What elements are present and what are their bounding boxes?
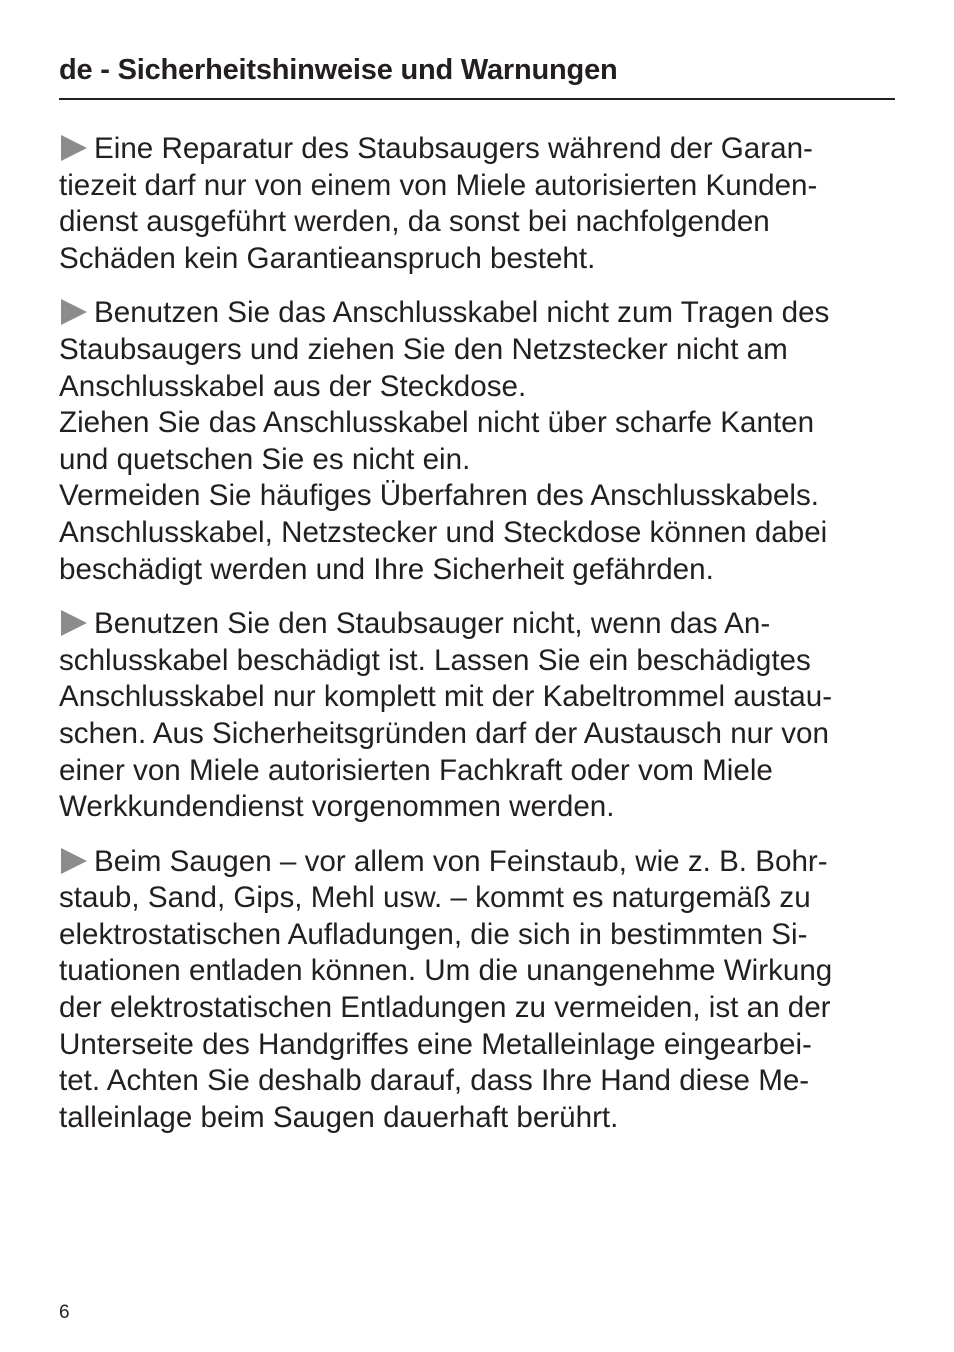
text-line: elektrostatischen Aufladungen, die sich in bestimmten Si- (59, 917, 808, 951)
text-line: Staubsaugers und ziehen Sie den Netzstecker nicht am (59, 332, 788, 366)
instruction-paragraph (59, 844, 899, 1137)
text-line: dienst ausgeführt werden, da sonst bei nachfolgenden (59, 205, 770, 239)
text-line: schlusskabel beschädigt ist. Lassen Sie ein beschädigtes (59, 643, 811, 677)
warning-arrow-icon (61, 610, 87, 636)
text-line: Anschlusskabel, Netzstecker und Steckdose können dabei (59, 515, 828, 549)
text-line: talleinlage beim Saugen dauerhaft berührt. (59, 1100, 619, 1134)
page-title: de - Sicherheitshinweise und Warnungen (59, 54, 618, 86)
text-line (59, 295, 899, 332)
text-line (59, 606, 899, 643)
text-line: Vermeiden Sie häufiges Überfahren des Anschlusskabels. (59, 479, 820, 513)
instruction-block (59, 844, 899, 1137)
text-line: und quetschen Sie es nicht ein. (59, 442, 471, 476)
safety-instructions (59, 131, 899, 1154)
warning-arrow-icon (61, 299, 87, 325)
text-line: Ziehen Sie das Anschlusskabel nicht über scharfe Kanten (59, 406, 815, 440)
instruction-block (59, 295, 899, 588)
text-line: der elektrostatischen Entladungen zu vermeiden, ist an der (59, 991, 831, 1025)
page-number: 6 (59, 1302, 70, 1323)
text-line: Werkkundendienst vorgenommen werden. (59, 790, 615, 824)
text-line: tuationen entladen können. Um die unangenehme Wirkung (59, 954, 833, 988)
instruction-block (59, 606, 899, 826)
text-line: staub, Sand, Gips, Mehl usw. – kommt es naturgemäß zu (59, 881, 811, 915)
section-header (59, 52, 895, 100)
text-line (59, 844, 899, 881)
text-line: beschädigt werden und Ihre Sicherheit gefährden. (59, 552, 714, 586)
text-line: tet. Achten Sie deshalb darauf, dass Ihre Hand diese Me- (59, 1064, 810, 1098)
text-line: Schäden kein Garantieanspruch besteht. (59, 241, 596, 275)
instruction-paragraph (59, 295, 899, 588)
instruction-block (59, 131, 899, 277)
text-line-content: Eine Reparatur des Staubsaugers während der Garan- (94, 132, 813, 165)
text-line: tiezeit darf nur von einem von Miele autorisierten Kunden- (59, 168, 818, 202)
warning-arrow-icon (61, 135, 87, 161)
instruction-paragraph (59, 131, 899, 277)
text-line: einer von Miele autorisierten Fachkraft oder vom Miele (59, 753, 773, 787)
text-line: Anschlusskabel aus der Steckdose. (59, 369, 527, 403)
text-line: Anschlusskabel nur komplett mit der Kabeltrommel austau- (59, 680, 833, 714)
text-line-content: Benutzen Sie das Anschlusskabel nicht zum Tragen des (94, 296, 830, 330)
text-line-content: Benutzen Sie den Staubsauger nicht, wenn das An- (94, 607, 771, 641)
warning-arrow-icon (61, 848, 87, 874)
text-line: Unterseite des Handgriffes eine Metalleinlage eingearbei- (59, 1027, 812, 1061)
text-line-content: Beim Saugen – vor allem von Feinstaub, wie z. B. Bohr- (94, 844, 828, 878)
text-line (59, 131, 899, 168)
instruction-paragraph (59, 606, 899, 826)
text-line: schen. Aus Sicherheitsgründen darf der Austausch nur von (59, 716, 829, 750)
